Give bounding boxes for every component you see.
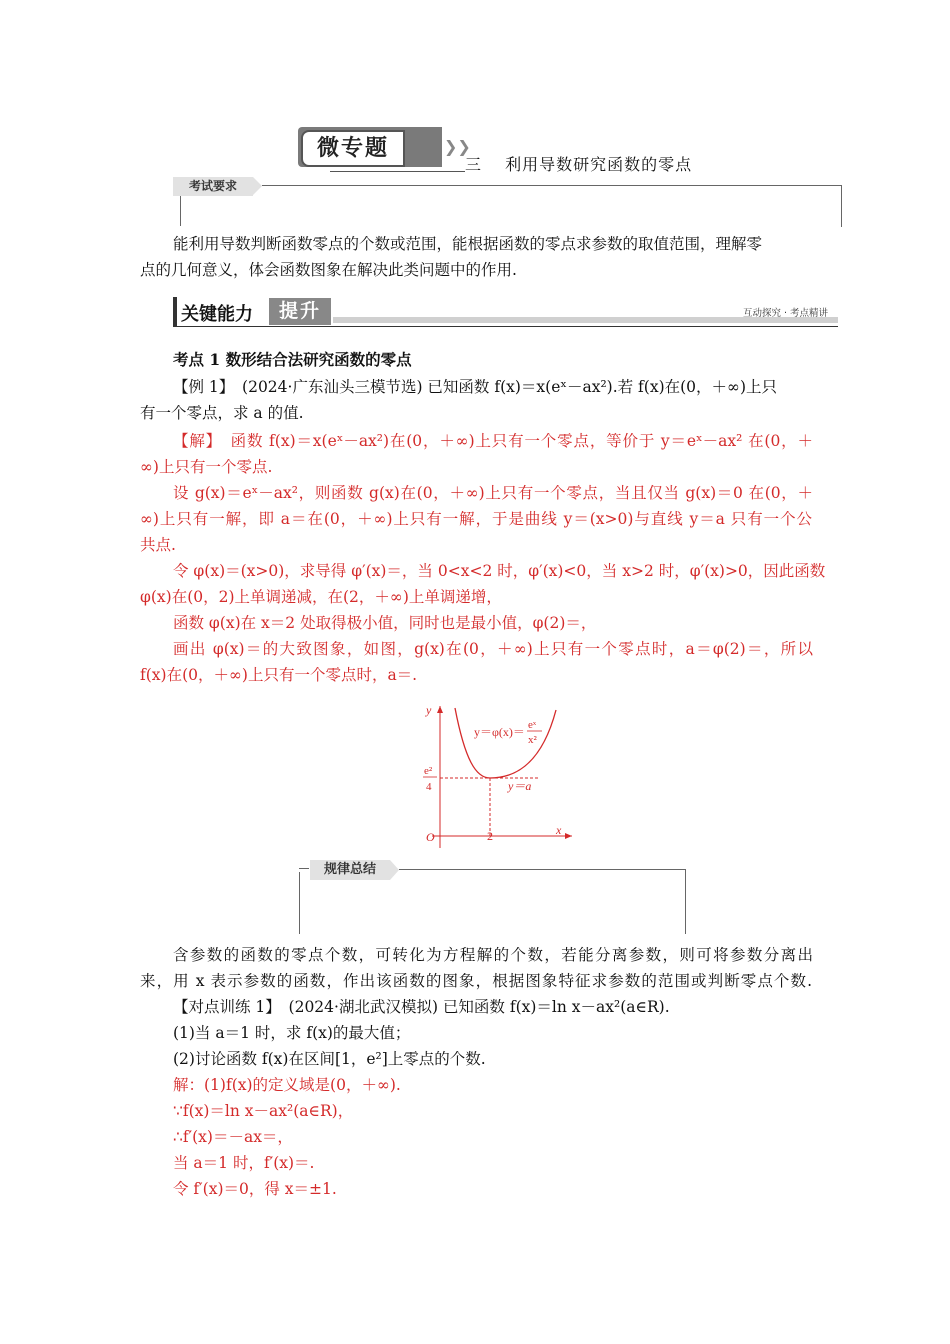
solution-line-5: 共点. [140, 536, 176, 554]
solution-line-3: 设 g(x)＝eˣ－ax²，则函数 g(x)在(0，＋∞)上只有一个零点，当且仅当 g(x)＝0 在(0，＋ [173, 484, 813, 502]
summary-line-1: 含参数的函数的零点个数，可转化为方程解的个数，若能分离参数，则可将参数分离出 [173, 946, 813, 964]
x-tick-label: 2 [487, 829, 493, 843]
requirements-border-right [841, 185, 842, 227]
requirements-border-left [180, 196, 181, 226]
solution-line-4: ∞)上只有一解，即 a＝在(0，＋∞)上只有一解，于是曲线 y＝(x>0)与直线 y＝a 只有一个公 [140, 510, 812, 528]
training-question-1: (1)当 a＝1 时，求 f(x)的最大值； [173, 1024, 411, 1042]
solution-line-6: 令 φ(x)＝(x>0)，求导得 φ′(x)＝，当 0<x<2 时，φ′(x)<0，当 x>2 时，φ′(x)>0，因此函数 [173, 562, 826, 580]
curve-label: y＝φ(x)＝ [474, 725, 525, 739]
training-solution-line-3: ∴f′(x)＝－ax＝， [173, 1128, 293, 1146]
y-tick-num: e² [424, 765, 433, 777]
summary-border-left [299, 872, 300, 934]
title-divider [330, 171, 465, 172]
micro-topic-label: 微专题 [301, 130, 405, 167]
origin-label: O [426, 830, 435, 844]
training-question-2: (2)讨论函数 f(x)在区间[1，e²]上零点的个数. [173, 1050, 486, 1068]
solution-line-1: 【解】 函数 f(x)＝x(eˣ－ax²)在(0，＋∞)上只有一个零点，等价于 y＝eˣ－ax² 在(0，＋ [173, 432, 813, 450]
x-axis-label: x [556, 823, 562, 837]
example-line-1: 【例 1】 (2024·广东汕头三模节选) 已知函数 f(x)＝x(eˣ－ax²).若 f(x)在(0，＋∞)上只 [173, 378, 778, 396]
topic-heading: 考点 1 数形结合法研究函数的零点 [173, 350, 412, 369]
training-solution-line-4: 当 a＝1 时，f′(x)＝. [173, 1154, 315, 1172]
training-solution-line-1: 解：(1)f(x)的定义域是(0，＋∞). [173, 1076, 401, 1094]
banner-right-text: 互动探究 · 考点精讲 [742, 308, 828, 319]
summary-tab: 规律总结 [310, 860, 390, 880]
training-line-1: 【对点训练 1】 (2024·湖北武汉模拟) 已知函数 f(x)＝ln x－ax²(a∈R). [173, 998, 670, 1016]
phi-curve [455, 708, 556, 778]
training-solution-line-2: ∵f(x)＝ln x－ax²(a∈R)， [173, 1102, 354, 1120]
solution-line-7: φ(x)在(0，2)上单调递减，在(2，＋∞)上单调递增， [140, 588, 502, 606]
curve-frac-den: x² [528, 734, 537, 746]
key-ability-banner [173, 297, 838, 327]
solution-line-2: ∞)上只有一个零点. [140, 458, 273, 476]
function-graph [410, 700, 580, 848]
banner-highlight: 提升 [269, 298, 331, 325]
line-label: y＝a [508, 779, 532, 793]
example-line-2: 有一个零点，求 a 的值. [140, 404, 304, 422]
summary-line-2: 来，用 x 表示参数的函数，作出该函数的图象，根据图象特征求参数的范围或判断零点个数. [140, 972, 812, 990]
x-axis-arrow-icon [565, 833, 572, 839]
requirements-line-1: 能利用导数判断函数零点的个数或范围，能根据函数的零点求参数的取值范围，理解零 [173, 235, 763, 253]
summary-corner [299, 868, 309, 869]
y-axis-label: y [426, 703, 432, 717]
y-axis-arrow-icon [437, 706, 443, 713]
y-tick-den: 4 [426, 781, 432, 793]
summary-border-right [685, 869, 686, 934]
banner-left-text: 关键能力 [181, 304, 253, 325]
requirements-border-top [262, 185, 842, 186]
solution-line-9: 画出 φ(x)＝的大致图象，如图，g(x)在(0，＋∞)上只有一个零点时，a＝φ(2)＝，所以 [173, 640, 813, 658]
solution-line-8: 函数 φ(x)在 x＝2 处取得极小值，同时也是最小值，φ(2)＝， [173, 614, 597, 632]
page-title: 三 利用导数研究函数的零点 [465, 155, 693, 174]
training-solution-line-5: 令 f′(x)＝0，得 x＝±1. [173, 1180, 337, 1198]
solution-line-10: f(x)在(0，＋∞)上只有一个零点时，a＝. [140, 666, 418, 684]
summary-border-top [399, 869, 685, 870]
curve-frac-num: eˣ [528, 719, 537, 731]
double-chevron-icon: ❯❯ [444, 137, 471, 156]
micro-topic-badge [298, 127, 471, 167]
requirements-line-2: 点的几何意义，体会函数图象在解决此类问题中的作用. [140, 261, 517, 279]
requirements-tab: 考试要求 [173, 177, 253, 196]
